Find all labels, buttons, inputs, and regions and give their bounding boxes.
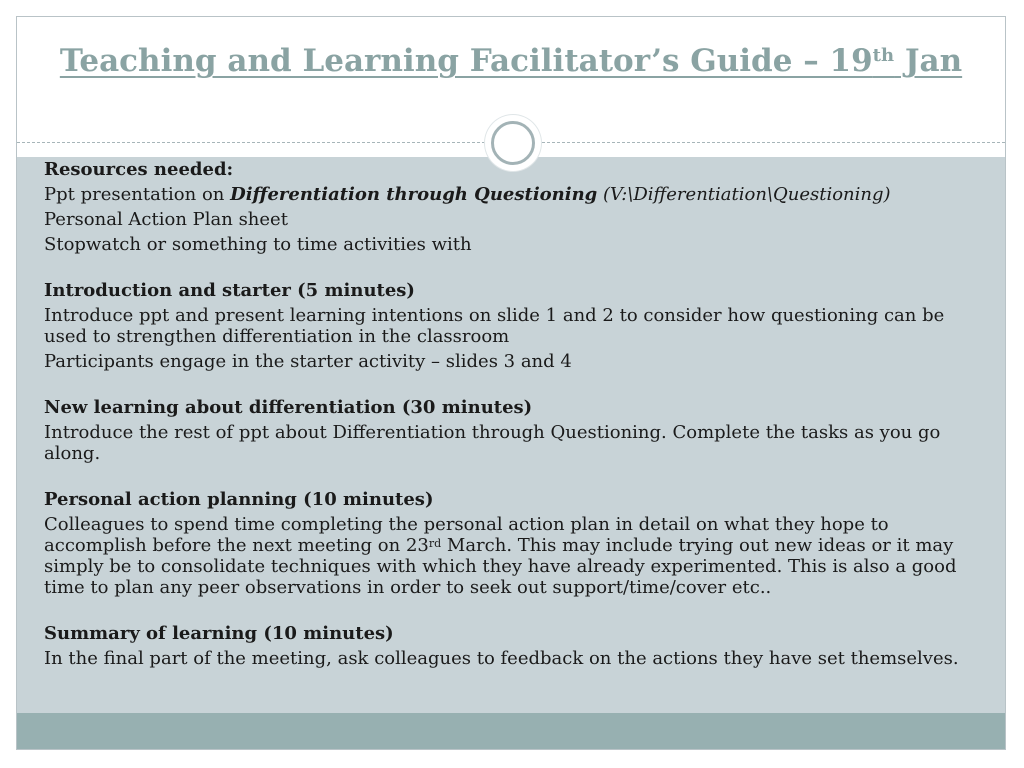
slide — [16, 16, 1006, 750]
summary-heading: Summary of learning (10 minutes) — [44, 623, 394, 644]
action-planning-heading: Personal action planning (10 minutes) — [44, 489, 434, 510]
resource-ppt — [44, 184, 984, 205]
title-text: Teaching and Learning Facilitator’s Guide – 19 — [59, 43, 873, 79]
resource-ppt-path: (V:\Differentiation\Questioning) — [597, 184, 891, 205]
resources-heading: Resources needed: — [44, 159, 234, 180]
new-learning-line-1: Introduce the rest of ppt about Differentiation through Questioning. Complete the tasks as you go along. — [44, 422, 941, 464]
new-learning-heading: New learning about differentiation (30 minutes) — [44, 397, 533, 418]
footer-bar — [17, 713, 1005, 749]
action-planning-text — [44, 514, 984, 598]
title-end: Jan — [894, 43, 963, 79]
resource-ppt-prefix: Ppt presentation on — [44, 184, 231, 205]
action-planning-superscript: rd — [428, 537, 442, 550]
resource-action-plan: Personal Action Plan sheet — [44, 209, 288, 230]
intro-heading: Introduction and starter (5 minutes) — [44, 280, 415, 301]
title-superscript: th — [872, 45, 895, 66]
resource-ppt-title: Differentiation through Questioning — [230, 184, 598, 205]
resource-stopwatch: Stopwatch or something to time activities with — [44, 234, 472, 255]
action-planning-text-b: March. This may include trying out new ideas or it may simply be to consolidate techniques with which they have already experimented. This is also a good time to plan any peer observations in order to seek out support/time/cover etc.. — [44, 535, 957, 598]
slide-title — [17, 43, 1005, 79]
intro-line-2: Participants engage in the starter activity – slides 3 and 4 — [44, 351, 572, 372]
guide-content — [44, 159, 984, 673]
summary-line-1: In the final part of the meeting, ask colleagues to feedback on the actions they have set themselves. — [44, 648, 959, 669]
intro-line-1: Introduce ppt and present learning intentions on slide 1 and 2 to consider how questioning can be used to strengthen differentiation in the classroom — [44, 305, 945, 347]
action-planning-text-a: Colleagues to spend time completing the personal action plan in detail on what they hope to accomplish before the next meeting on 23 — [44, 514, 889, 556]
